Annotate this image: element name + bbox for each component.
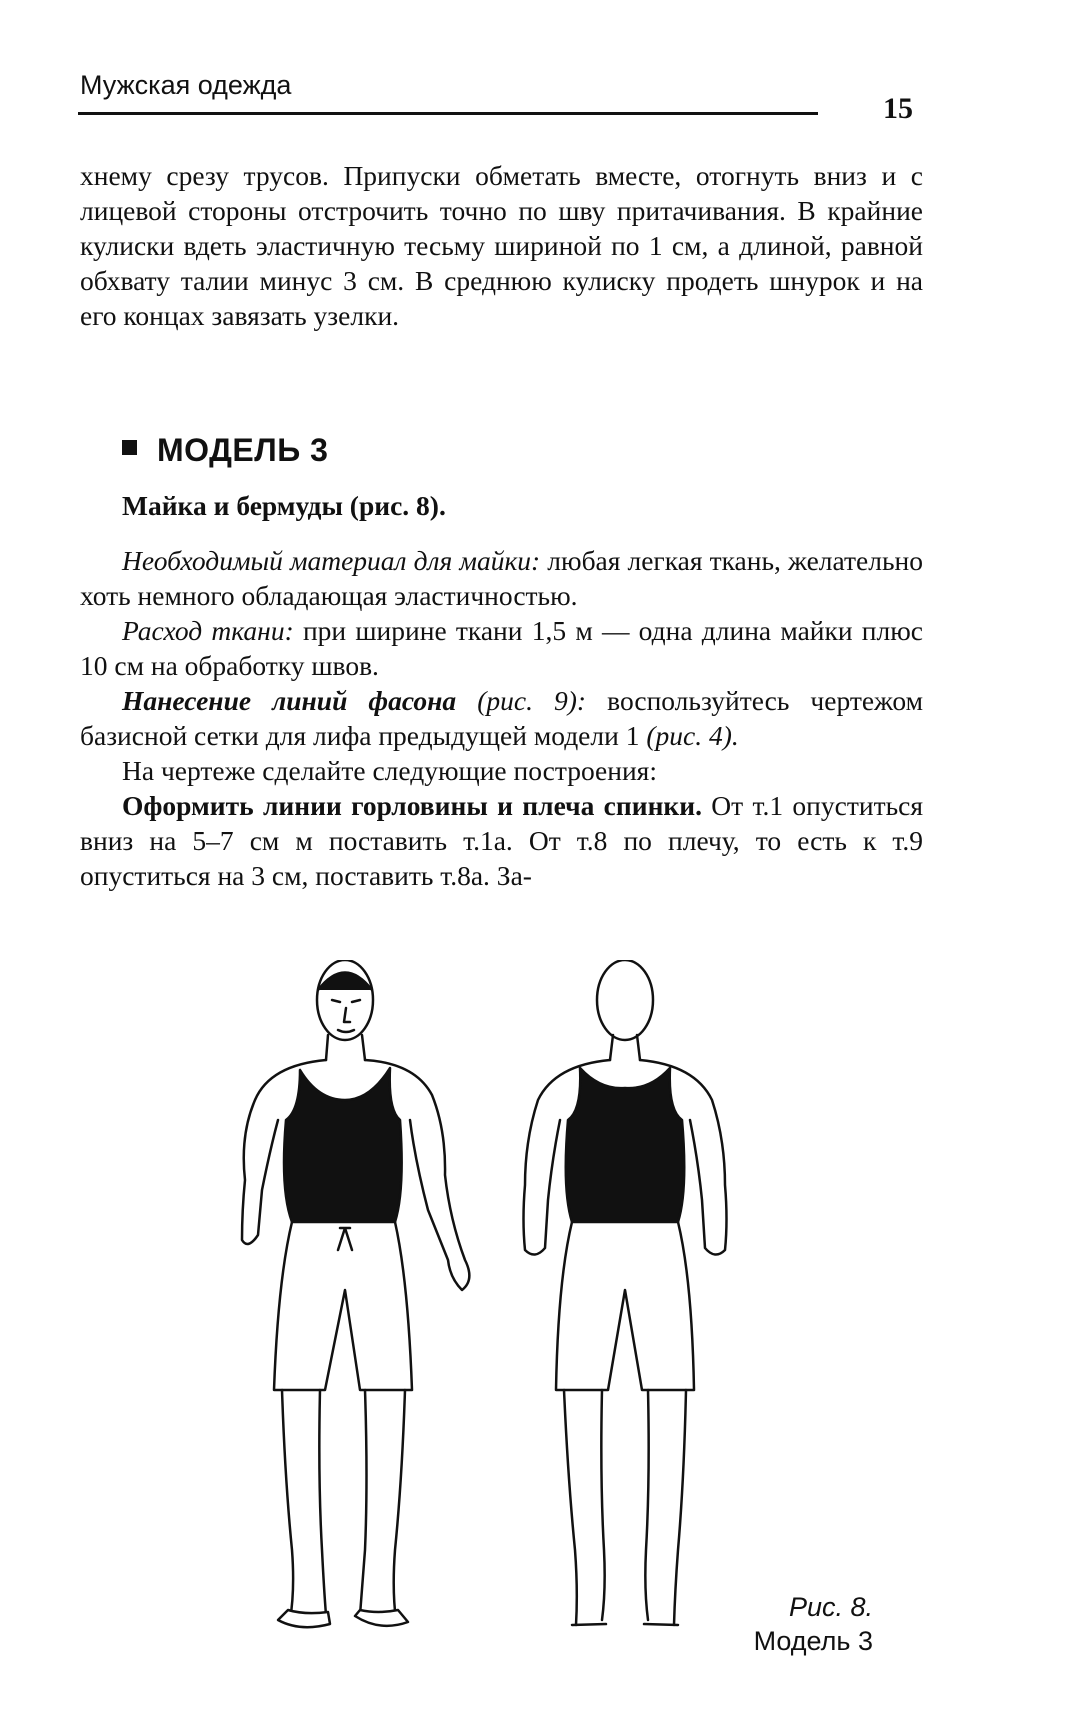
section-heading [122,432,328,469]
material-text: любая легкая ткань, желательно хоть немного обладающая эластичностью. [80,545,923,611]
intro-paragraph [80,158,923,333]
paragraph-material [80,543,923,613]
caption-figure-number: Рис. 8. [788,1592,873,1622]
style-lines-label: Нанесение линий фасона [122,685,457,716]
figure-illustration [200,960,900,1660]
consumption-text: при ширине ткани 1,5 м — одна длина майки плюс 10 см на обработку швов. [80,615,923,681]
neckline-text: От т.1 опуститься вниз на 5–7 см м поставить т.1а. От т.8 по плечу, то есть к т.9 опуститься на 3 см, поставить т.8а. За- [80,790,923,891]
subheading: Майка и бермуды (рис. 8). [122,490,446,521]
paragraph-style-lines [80,683,923,753]
paragraph-neckline [80,788,923,893]
consumption-label: Расход ткани: [122,615,294,646]
style-lines-ref2: (рис. 4). [646,720,739,751]
page-number: 15 [883,92,913,125]
paragraph-constructions: На чертеже сделайте следующие построения: [122,755,657,786]
intro-text: хнему срезу трусов. Припуски обметать вместе, отогнуть вниз и с лицевой стороны отстрочить точно по шву притачивания. В крайние кулиски вдеть эластичную тесьму шириной по 1 см, а длиной, равной обхвату талии минус 3 см. В среднюю кулиску продеть шнурок и на его концах завязать узелки. [80,160,923,331]
style-lines-ref: (рис. 9): [456,685,587,716]
caption-model: Модель 3 [753,1626,873,1656]
figure-caption [748,1590,873,1658]
bullet-square-icon [122,440,137,455]
style-lines-text: воспользуйтесь чертежом базисной сетки для лифа предыдущей модели 1 [80,685,924,751]
neckline-label: Оформить линии горловины и плеча спинки. [122,790,702,821]
main-text [80,543,923,893]
running-header: Мужская одежда [80,70,292,100]
header-rule [78,112,818,115]
section-heading-text: МОДЕЛЬ 3 [157,432,329,468]
back-figure-icon [524,960,727,1625]
material-label: Необходимый материал для майки: [122,545,541,576]
paragraph-consumption [80,613,923,683]
front-figure-icon [242,960,469,1627]
